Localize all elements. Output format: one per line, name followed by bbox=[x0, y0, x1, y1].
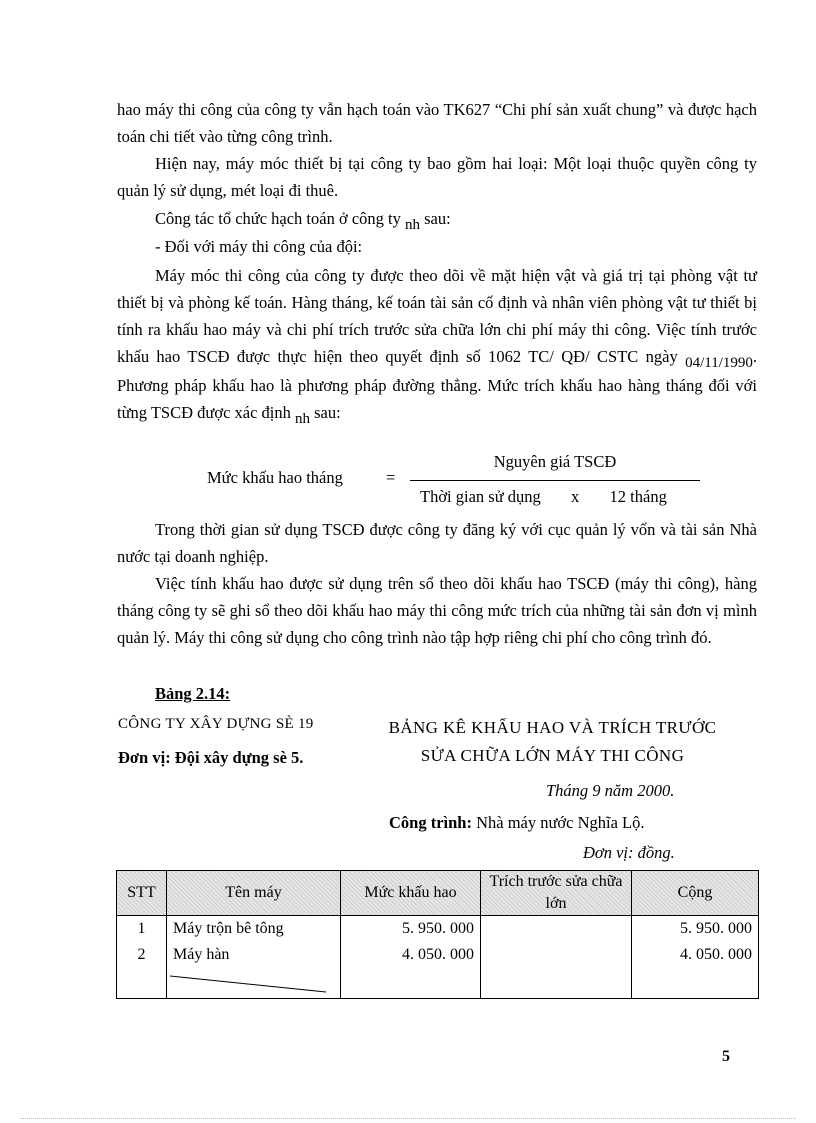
table-row bbox=[117, 916, 759, 943]
cell-depreciation: 4. 050. 000 bbox=[341, 942, 481, 968]
header-stt: STT bbox=[117, 871, 167, 916]
cell-stt: 2 bbox=[117, 942, 167, 968]
cell-machine-name: Máy hàn bbox=[167, 942, 341, 968]
report-title: BẢNG KÊ KHẤU HAO VÀ TRÍCH TRƯỚC SỬA CHỮA LỚN MÁY THI CÔNG bbox=[388, 718, 717, 765]
report-month: Tháng 9 năm 2000. bbox=[546, 781, 675, 800]
paragraph-2: Hiện nay, máy móc thiết bị tại công ty bao gồm hai loại: Một loại thuộc quyền công ty quản lý sử dụng, mét loại đi thuê. bbox=[117, 154, 757, 200]
header-total: Cộng bbox=[632, 871, 759, 916]
cell-machine-name: Máy trộn bê tông bbox=[167, 916, 341, 943]
formula-equals: = bbox=[386, 468, 396, 487]
formula-label: Mức khấu hao tháng bbox=[207, 468, 343, 487]
header-depreciation: Mức khấu hao bbox=[341, 871, 481, 916]
table-row bbox=[117, 942, 759, 968]
table-header-row bbox=[117, 871, 759, 916]
paragraph-1: hao máy thi công của công ty vẫn hạch toán vào TK627 “Chi phí sản xuất chung” và được hạch toán chi tiết vào từng công trình. bbox=[117, 100, 757, 146]
cell-total: 5. 950. 000 bbox=[632, 916, 759, 943]
cell-prepaid-repair bbox=[481, 916, 632, 943]
footer-divider bbox=[20, 1118, 796, 1119]
formula-numerator: Nguyên giá TSCĐ bbox=[493, 452, 617, 471]
currency-unit: Đơn vị: đồng. bbox=[583, 843, 675, 862]
cell-prepaid-repair bbox=[481, 942, 632, 968]
company-name: CÔNG TY XÂY DỰNG SÈ 19 bbox=[118, 716, 314, 732]
paragraph-4: - Đối với máy thi công của đội: bbox=[155, 237, 363, 256]
formula-denominator: Thời gian sử dụng x 12 tháng bbox=[420, 487, 667, 506]
table-caption: Bảng 2.14: bbox=[155, 684, 231, 703]
paragraph-6: Trong thời gian sử dụng TSCĐ được công ty đăng ký với cục quản lý vốn và tài sản Nhà nước tại doanh nghiệp. bbox=[117, 520, 757, 566]
cell-stt: 1 bbox=[117, 916, 167, 943]
header-machine-name: Tên máy bbox=[167, 871, 341, 916]
paragraph-5: Máy móc thi công của công ty được theo dõi về mặt hiện vật và giá trị tại phòng vật tư thiết bị và phòng kế toán. Hàng tháng, kế toán tài sản cố định và nhân viên phòng vật tư thiết bị tính ra khấu hao máy và chi phí trích trước sửa chữa lớn chi phí máy thi công. Việc tính trước khấu hao TSCĐ được thực hiện theo quyết định số 1062 TC/ QĐ/ CSTC ngày 04/11/1990. Phương pháp khấu hao là phương pháp đường thẳng. Mức trích khấu hao hàng tháng đối với từng TSCĐ được xác định nh sau: bbox=[117, 266, 757, 427]
cell-total: 4. 050. 000 bbox=[632, 942, 759, 968]
cell-depreciation: 5. 950. 000 bbox=[341, 916, 481, 943]
unit-name: Đơn vị: Đội xây dựng sè 5. bbox=[118, 748, 304, 767]
header-prepaid-repair: Trích trước sửa chữa lớn bbox=[481, 871, 632, 916]
page-number: 5 bbox=[722, 1048, 730, 1065]
project-line: Công trình: Nhà máy nước Nghĩa Lộ. bbox=[389, 813, 645, 832]
formula-fraction-bar bbox=[410, 480, 700, 481]
diagonal-stroke bbox=[166, 972, 341, 996]
paragraph-7: Việc tính khấu hao được sử dụng trên sổ theo dõi khấu hao TSCĐ (máy thi công), hàng tháng công ty sẽ ghi sổ theo dõi khấu hao máy thi công mức trích của những tài sản đơn vị mình quản lý. Máy thi công sử dụng cho công trình nào tập hợp riêng chi phí cho công trình đó. bbox=[117, 574, 757, 647]
paragraph-3: Công tác tổ chức hạch toán ở công ty nh sau: bbox=[155, 209, 451, 233]
